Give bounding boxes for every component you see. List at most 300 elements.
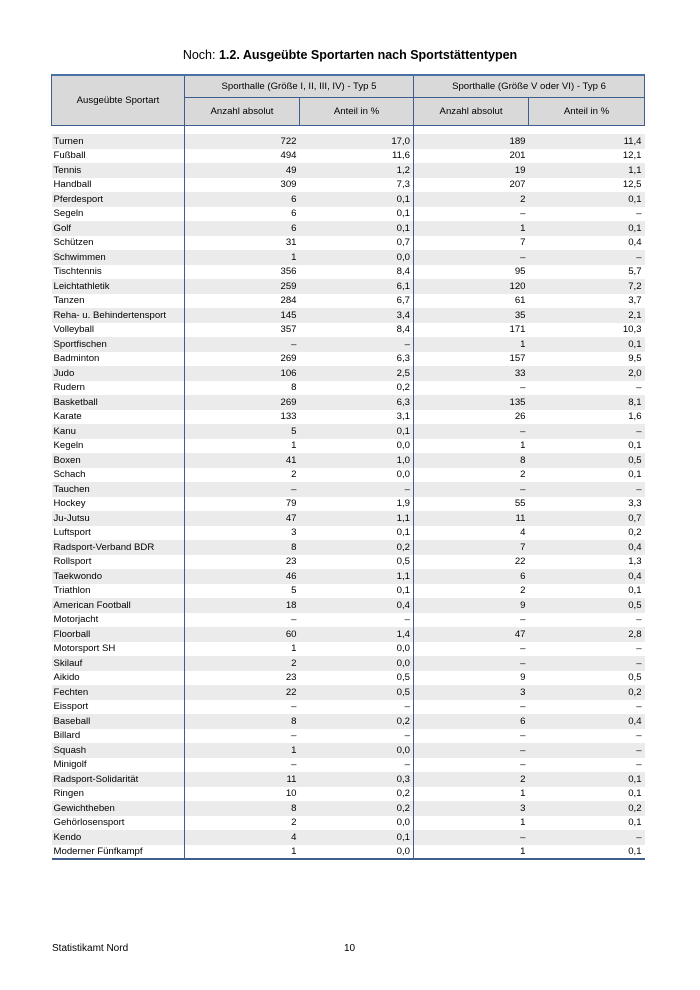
cell-typ6-abs: 120 (414, 279, 529, 294)
cell-typ6-pct: 3,3 (628, 498, 642, 510)
cell-typ5-pct: 0,1 (300, 221, 414, 236)
table-row (52, 178, 645, 193)
cell-typ5-abs: 357 (280, 324, 297, 336)
cell-typ6-abs: – (414, 424, 529, 439)
cell-typ6-abs: – (520, 701, 526, 713)
table-row (52, 540, 645, 555)
table-row (52, 250, 645, 265)
cell-typ6-pct: 1,3 (628, 556, 642, 568)
cell-typ5-pct: 6,1 (300, 279, 414, 294)
cell-typ6-abs: – (520, 208, 526, 220)
cell-typ6-pct: 0,1 (529, 845, 645, 860)
cell-typ6-pct: 0,1 (628, 585, 642, 597)
cell-typ5-abs: 41 (185, 453, 300, 468)
cell-typ5-abs: 106 (185, 366, 300, 381)
cell-typ6-pct: 0,1 (628, 817, 642, 829)
cell-typ6-pct: – (529, 424, 645, 439)
cell-typ5-abs: 31 (285, 237, 297, 249)
cell-typ6-abs: 157 (509, 353, 526, 365)
cell-typ5-pct: 0,5 (300, 685, 414, 700)
cell-typ5-pct: 8,4 (300, 323, 414, 338)
cell-typ6-abs: 1 (414, 845, 529, 860)
cell-typ5-abs: 1 (185, 250, 300, 265)
cell-typ6-pct: 0,4 (529, 569, 645, 584)
cell-typ5-pct: – (300, 758, 414, 773)
cell-typ6-pct: 0,1 (529, 192, 645, 207)
header-sport: Ausgeübte Sportart (52, 75, 185, 125)
cell-sport: Billard (52, 729, 185, 744)
header-group-typ6: Sporthalle (Größe V oder VI) - Typ 6 (414, 75, 645, 97)
cell-typ6-abs: 35 (414, 308, 529, 323)
cell-sport: Tennis (52, 163, 185, 178)
table-row (52, 758, 645, 773)
cell-typ5-abs: 1 (185, 743, 300, 758)
cell-sport: Eissport (52, 700, 185, 715)
cell-typ5-abs: 23 (285, 672, 297, 684)
cell-typ6-pct: 0,1 (628, 440, 642, 452)
cell-sport: Minigolf (52, 758, 185, 773)
cell-typ5-pct: 0,2 (300, 540, 414, 555)
cell-typ5-abs: 6 (185, 221, 300, 236)
header-typ5-pct: Anteil in % (300, 97, 414, 125)
cell-typ5-abs: 1 (291, 643, 297, 655)
cell-typ6-abs: 2 (414, 192, 529, 207)
cell-sport: Rollsport (52, 555, 185, 570)
cell-typ5-abs: 5 (291, 585, 297, 597)
cell-typ6-pct: 0,2 (628, 527, 642, 539)
cell-typ6-pct: – (529, 743, 645, 758)
cell-typ5-abs: 8 (185, 714, 300, 729)
cell-typ5-pct: 1,9 (300, 497, 414, 512)
cell-typ5-pct: 0,3 (300, 772, 414, 787)
cell-typ6-abs: 8 (414, 453, 529, 468)
cell-sport: Baseball (52, 714, 185, 729)
cell-typ6-abs: 207 (509, 179, 526, 191)
cell-typ5-abs: – (291, 730, 297, 742)
cell-typ5-pct: 0,5 (300, 671, 414, 686)
cell-typ6-pct: 2,0 (529, 366, 645, 381)
cell-typ5-abs: 269 (280, 353, 297, 365)
table-row (52, 308, 645, 323)
cell-sport: Reha- u. Behindertensport (52, 308, 185, 323)
cell-sport: Floorball (52, 627, 185, 642)
table-row (52, 656, 645, 671)
cell-typ6-abs: 3 (414, 685, 529, 700)
cell-sport: Rudern (52, 381, 185, 396)
cell-typ6-pct: – (529, 830, 645, 845)
cell-typ6-pct: 0,1 (628, 469, 642, 481)
cell-typ6-pct: 0,5 (529, 453, 645, 468)
cell-typ5-abs: 6 (291, 208, 297, 220)
cell-sport: Sportfischen (52, 337, 185, 352)
cell-typ6-abs: 22 (514, 556, 526, 568)
table-row (52, 279, 645, 294)
cell-sport: Schwimmen (52, 250, 185, 265)
cell-sport: Motorjacht (52, 613, 185, 628)
table-row (52, 772, 645, 787)
table-row (52, 323, 645, 338)
cell-sport: Radsport-Verband BDR (52, 540, 185, 555)
cell-typ5-abs: 60 (185, 627, 300, 642)
table-row (52, 453, 645, 468)
cell-typ5-abs: 269 (185, 395, 300, 410)
table-row (52, 468, 645, 483)
table-row (52, 134, 645, 149)
cell-typ6-abs: 7 (414, 540, 529, 555)
cell-typ5-pct: 0,0 (300, 743, 414, 758)
cell-typ6-abs: 33 (414, 366, 529, 381)
table-row (52, 613, 645, 628)
cell-typ6-pct: – (636, 614, 642, 626)
cell-typ5-pct: 0,0 (300, 468, 414, 483)
cell-sport: Gewichtheben (52, 801, 185, 816)
cell-typ6-pct: – (529, 656, 645, 671)
header-typ6-pct: Anteil in % (529, 97, 645, 125)
table-row (52, 743, 645, 758)
cell-typ5-abs: 2 (291, 817, 297, 829)
title-prefix: Noch: (182, 48, 219, 62)
table-row (52, 381, 645, 396)
cell-typ6-pct: 1,6 (628, 411, 642, 423)
cell-sport: Squash (52, 743, 185, 758)
table-body (52, 134, 645, 859)
footer-page-number: 10 (344, 943, 356, 954)
cell-typ6-abs: 19 (414, 163, 529, 178)
cell-typ6-pct: – (636, 382, 642, 394)
cell-typ5-abs: 79 (285, 498, 297, 510)
cell-typ5-abs: – (185, 337, 300, 352)
cell-typ6-abs: 1 (414, 221, 529, 236)
cell-typ6-pct: – (636, 208, 642, 220)
cell-sport: Fechten (52, 685, 185, 700)
table-row (52, 845, 645, 860)
table-row (52, 801, 645, 816)
cell-typ6-abs: – (520, 614, 526, 626)
cell-typ6-abs: 7 (520, 237, 526, 249)
cell-typ6-pct: 12,5 (622, 179, 642, 191)
cell-sport: Kegeln (52, 439, 185, 454)
cell-typ5-abs: 133 (280, 411, 297, 423)
cell-sport: Judo (52, 366, 185, 381)
table-row (52, 294, 645, 309)
cell-typ6-pct: 0,1 (628, 788, 642, 800)
cell-typ5-abs: – (291, 701, 297, 713)
cell-typ6-pct: 10,3 (622, 324, 642, 336)
cell-sport: Ringen (52, 787, 185, 802)
cell-typ6-abs: 55 (514, 498, 526, 510)
cell-sport: Badminton (52, 352, 185, 367)
cell-typ5-pct: 0,0 (300, 845, 414, 860)
cell-typ5-abs: 10 (285, 788, 297, 800)
cell-typ6-abs: 9 (520, 672, 526, 684)
cell-typ5-abs: 23 (285, 556, 297, 568)
header-typ5-abs: Anzahl absolut (185, 97, 300, 125)
table-row (52, 482, 645, 497)
cell-typ6-pct: 2,8 (529, 627, 645, 642)
cell-typ6-pct: 0,7 (529, 511, 645, 526)
cell-sport: Volleyball (52, 323, 185, 338)
cell-typ5-abs: – (291, 759, 297, 771)
table-row (52, 439, 645, 454)
cell-sport: Radsport-Solidarität (52, 772, 185, 787)
cell-sport: Ju-Jutsu (52, 511, 185, 526)
cell-typ5-pct: 6,3 (300, 352, 414, 367)
cell-typ5-pct: 0,1 (300, 526, 414, 541)
cell-sport: Aikido (52, 671, 185, 686)
cell-typ6-pct: 0,4 (529, 714, 645, 729)
table-row (52, 584, 645, 599)
cell-typ5-pct: 0,0 (300, 656, 414, 671)
table-row (52, 221, 645, 236)
cell-typ5-pct: 0,2 (300, 801, 414, 816)
cell-typ6-abs: 135 (414, 395, 529, 410)
table-row (52, 497, 645, 512)
cell-sport: Leichtathletik (52, 279, 185, 294)
cell-typ6-abs: 1 (520, 440, 526, 452)
table-row (52, 598, 645, 613)
cell-typ6-pct: 0,4 (628, 237, 642, 249)
cell-typ6-pct: – (636, 730, 642, 742)
cell-typ5-pct: 0,7 (300, 236, 414, 251)
cell-typ6-pct: – (636, 643, 642, 655)
cell-typ5-abs: 722 (185, 134, 300, 149)
cell-typ6-abs: – (520, 759, 526, 771)
table-row (52, 671, 645, 686)
table-row (52, 352, 645, 367)
cell-typ6-abs: 2 (520, 585, 526, 597)
cell-typ6-abs: 189 (414, 134, 529, 149)
cell-typ5-abs: 1 (185, 845, 300, 860)
cell-typ6-pct: – (636, 759, 642, 771)
table-row (52, 555, 645, 570)
cell-typ6-abs: 11 (414, 511, 529, 526)
cell-typ6-pct: 8,1 (529, 395, 645, 410)
cell-typ6-pct: 0,1 (529, 337, 645, 352)
cell-sport: Luftsport (52, 526, 185, 541)
cell-sport: Tauchen (52, 482, 185, 497)
table-row (52, 642, 645, 657)
header-spacer (52, 125, 645, 134)
table-row (52, 787, 645, 802)
cell-typ5-pct: 0,2 (300, 381, 414, 396)
cell-typ6-abs: 47 (414, 627, 529, 642)
cell-typ6-abs: – (414, 482, 529, 497)
cell-typ5-abs: 284 (280, 295, 297, 307)
cell-typ6-abs: 171 (509, 324, 526, 336)
cell-sport: Tischtennis (52, 265, 185, 280)
table-row (52, 207, 645, 222)
table-row (52, 511, 645, 526)
cell-typ6-abs: 201 (509, 150, 526, 162)
cell-typ6-pct: 3,7 (628, 295, 642, 307)
cell-typ5-abs: 49 (185, 163, 300, 178)
cell-typ5-pct: – (300, 700, 414, 715)
table-row (52, 395, 645, 410)
cell-typ6-abs: 61 (514, 295, 526, 307)
cell-typ6-pct: 0,1 (529, 772, 645, 787)
cell-sport: Boxen (52, 453, 185, 468)
table-row (52, 192, 645, 207)
table-row (52, 816, 645, 831)
cell-typ5-pct: 0,1 (300, 424, 414, 439)
cell-typ5-pct: – (300, 337, 414, 352)
cell-typ5-pct: 0,0 (300, 250, 414, 265)
cell-typ5-pct: 0,1 (300, 830, 414, 845)
cell-sport: Pferdesport (52, 192, 185, 207)
cell-typ6-pct: 2,1 (529, 308, 645, 323)
cell-typ5-abs: 18 (185, 598, 300, 613)
table-row (52, 714, 645, 729)
cell-typ6-pct: – (529, 482, 645, 497)
cell-sport: Basketball (52, 395, 185, 410)
cell-sport: Gehörlosensport (52, 816, 185, 831)
cell-typ5-abs: 145 (185, 308, 300, 323)
cell-typ5-abs: 356 (280, 266, 297, 278)
cell-typ5-pct: 0,1 (300, 207, 414, 222)
cell-typ6-abs: – (520, 382, 526, 394)
cell-typ6-abs: 2 (414, 772, 529, 787)
cell-typ6-abs: 3 (414, 801, 529, 816)
table-row (52, 526, 645, 541)
cell-typ5-pct: 2,5 (300, 366, 414, 381)
cell-typ5-abs: 11 (185, 772, 300, 787)
cell-typ5-pct: 0,0 (300, 642, 414, 657)
header-group-typ5: Sporthalle (Größe I, II, III, IV) - Typ 5 (185, 75, 414, 97)
cell-sport: Skilauf (52, 656, 185, 671)
cell-typ5-abs: 8 (185, 801, 300, 816)
table-row (52, 685, 645, 700)
cell-typ5-pct: 1,1 (300, 511, 414, 526)
cell-typ6-pct: – (636, 701, 642, 713)
cell-typ6-pct: 0,5 (628, 672, 642, 684)
table-row (52, 236, 645, 251)
cell-typ6-abs: – (520, 643, 526, 655)
page-title (0, 48, 700, 62)
cell-typ6-abs: 6 (414, 714, 529, 729)
cell-typ5-pct: – (300, 613, 414, 628)
table-row (52, 163, 645, 178)
cell-sport: Taekwondo (52, 569, 185, 584)
cell-sport: Hockey (52, 497, 185, 512)
cell-sport: Handball (52, 178, 185, 193)
cell-typ6-pct: – (529, 250, 645, 265)
cell-typ5-abs: 309 (280, 179, 297, 191)
cell-sport: American Football (52, 598, 185, 613)
table-row (52, 337, 645, 352)
cell-typ5-pct: 0,4 (300, 598, 414, 613)
cell-typ5-abs: – (291, 614, 297, 626)
table-row (52, 424, 645, 439)
cell-typ6-pct: 0,4 (529, 540, 645, 555)
table-row (52, 700, 645, 715)
cell-typ5-pct: 8,4 (300, 265, 414, 280)
cell-sport: Fußball (52, 149, 185, 164)
cell-typ6-pct: 1,1 (529, 163, 645, 178)
cell-typ5-abs: 22 (185, 685, 300, 700)
cell-sport: Schach (52, 468, 185, 483)
cell-sport: Triathlon (52, 584, 185, 599)
header-typ6-abs: Anzahl absolut (414, 97, 529, 125)
cell-typ6-abs: 2 (520, 469, 526, 481)
cell-typ5-abs: 3 (291, 527, 297, 539)
cell-typ5-abs: – (185, 482, 300, 497)
cell-typ5-pct: 0,5 (300, 555, 414, 570)
cell-typ6-pct: 0,1 (529, 221, 645, 236)
cell-typ5-pct: 3,4 (300, 308, 414, 323)
cell-typ5-pct: 1,2 (300, 163, 414, 178)
cell-typ6-abs: 6 (414, 569, 529, 584)
cell-sport: Turnen (52, 134, 185, 149)
cell-typ5-pct: 0,0 (300, 439, 414, 454)
cell-typ6-abs: – (414, 743, 529, 758)
cell-typ5-abs: 494 (280, 150, 297, 162)
cell-typ6-abs: 95 (514, 266, 526, 278)
cell-sport: Tanzen (52, 294, 185, 309)
title-main: 1.2. Ausgeübte Sportarten nach Sportstättentypen (218, 48, 518, 62)
table-row (52, 149, 645, 164)
cell-typ5-pct: 6,7 (300, 294, 414, 309)
sport-table (51, 74, 645, 860)
cell-typ5-pct: – (300, 482, 414, 497)
cell-typ5-pct: 0,2 (300, 787, 414, 802)
cell-typ6-pct: 7,2 (529, 279, 645, 294)
cell-typ6-abs: – (414, 656, 529, 671)
cell-sport: Moderner Fünfkampf (52, 845, 185, 860)
cell-typ6-abs: 1 (520, 817, 526, 829)
cell-typ5-abs: 2 (185, 656, 300, 671)
cell-typ5-abs: 4 (185, 830, 300, 845)
cell-typ5-abs: 8 (185, 540, 300, 555)
cell-typ5-pct: 3,1 (300, 410, 414, 425)
cell-typ5-pct: 1,0 (300, 453, 414, 468)
cell-typ6-abs: 1 (520, 788, 526, 800)
cell-typ5-pct: 0,1 (300, 584, 414, 599)
table-row (52, 729, 645, 744)
cell-typ6-pct: 12,1 (622, 150, 642, 162)
cell-typ6-pct: 9,5 (628, 353, 642, 365)
cell-sport: Segeln (52, 207, 185, 222)
cell-typ5-abs: 1 (291, 440, 297, 452)
cell-typ6-pct: 5,7 (628, 266, 642, 278)
table-row (52, 569, 645, 584)
cell-typ5-abs: 5 (185, 424, 300, 439)
cell-typ6-abs: 4 (520, 527, 526, 539)
cell-typ5-pct: 0,0 (300, 816, 414, 831)
cell-typ5-abs: 6 (185, 192, 300, 207)
cell-typ5-pct: 0,1 (300, 192, 414, 207)
cell-typ5-pct: – (300, 729, 414, 744)
cell-typ5-abs: 46 (185, 569, 300, 584)
cell-typ5-abs: 2 (291, 469, 297, 481)
footer-publisher: Statistikamt Nord (52, 943, 129, 954)
cell-typ5-pct: 11,6 (300, 149, 414, 164)
cell-sport: Motorsport SH (52, 642, 185, 657)
cell-sport: Golf (52, 221, 185, 236)
cell-typ5-pct: 0,2 (300, 714, 414, 729)
cell-typ5-pct: 7,3 (300, 178, 414, 193)
cell-typ5-abs: 8 (291, 382, 297, 394)
cell-typ5-pct: 6,3 (300, 395, 414, 410)
cell-typ6-abs: – (414, 830, 529, 845)
cell-typ6-pct: 0,2 (529, 801, 645, 816)
cell-sport: Kendo (52, 830, 185, 845)
table-row (52, 410, 645, 425)
cell-typ6-pct: 0,2 (529, 685, 645, 700)
cell-sport: Kanu (52, 424, 185, 439)
cell-typ5-pct: 1,4 (300, 627, 414, 642)
cell-typ5-pct: 17,0 (300, 134, 414, 149)
table-row (52, 627, 645, 642)
